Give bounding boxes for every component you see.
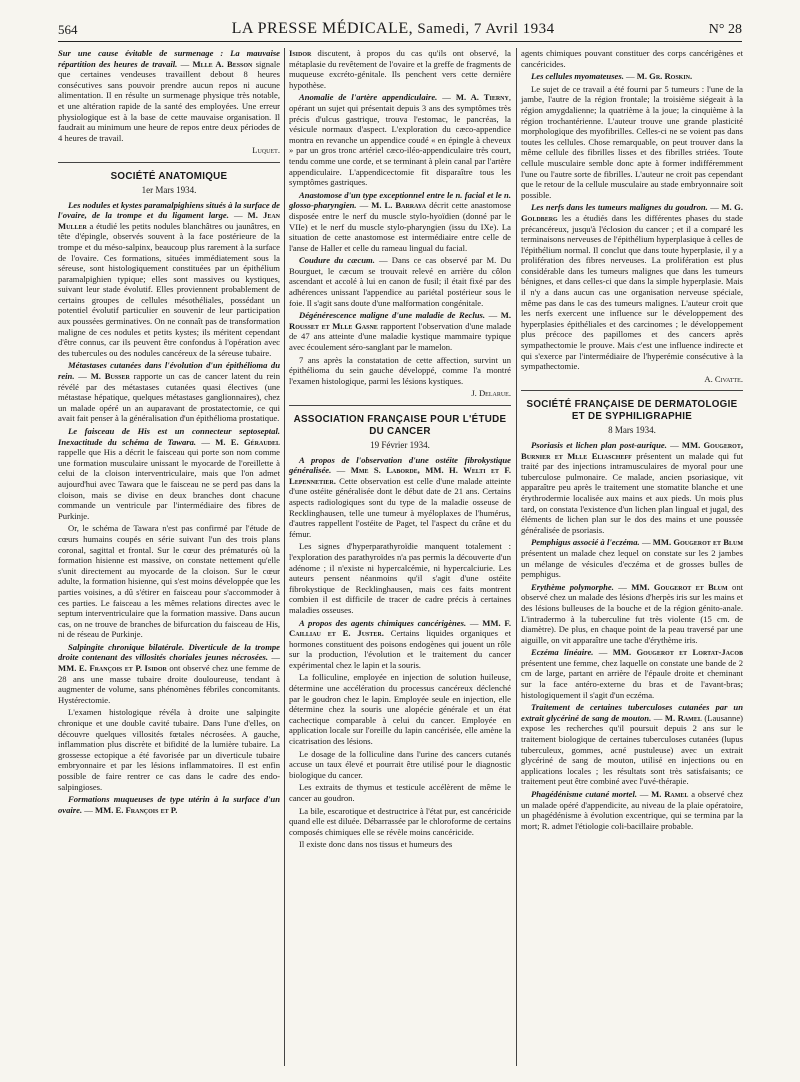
article-title: Traitement de certaines tuberculoses cutanées par un extrait glycériné de sang de mouton. bbox=[521, 702, 743, 723]
article: Le faisceau de His est un connecteur septoseptal. Inexactitude du schéma de Tawara. — M. E. Géraudel rappelle que His a décrit le faisceau qui porte son nom comme une formation musculaire unissant le myocarde de l'oreillette à celui de la cloison interventriculaire, mais que l'on admet aujourd'hui avec Tawara que le faisceau ne se perd pas dans la cloison, mais se divise en deux branches dont chacune commande un ventricule par l'intermédiaire des fibres de Purkinje. bbox=[58, 426, 280, 521]
article-text: les a étudiés dans les différentes phases du stade précancéreux, jusqu'à l'éclosion du cancer ; et il a comparé les terminaisons nerveuses de l'épithélium hyperplasique à celles de l'épithélium normal. Il conclut que dans toute hyperplasie, il y a prolifération des fibres nerveuses. La prolifération est plus considérable dans les tumeurs malignes que dans les tumeurs bénignes, et dans celles-ci que dans la simple hyperplasie. Mais il n'y a dans aucun cas une organisation nerveuse spéciale, même pas dans le cas des tumeurs malignes. L'auteur croit que les nerfs exercent une influence sur le développement des hyperplasies épithéliales et des carcinomes ; le développement plus précoce des papillomes et des cancers après sympathectomie le prouve. Mais c'est une influence indirecte et qui s'exerce par l'intermédiaire de l'hyperémie consécutive à la sympathectomie. bbox=[521, 212, 743, 372]
article: Les cellules myomateuses. — M. Gr. Roskin. bbox=[531, 71, 693, 82]
issue-date: Samedi, 7 Avril 1934 bbox=[417, 21, 555, 37]
article-text: rappelle que His a décrit le faisceau qui porte son nom comme une formation musculaire unissant le myocarde de l'oreillette à celui de la cloison interventriculaire, mais que l'on admet aujourd'hui avec Tawara que le faisceau ne se perd pas dans la cloison, mais se divise en deux branches dont chacune commande un ventricule par l'intermédiaire des fibres de Purkinje. bbox=[58, 447, 280, 521]
article-paragraph: Les extraits de thymus et testicule accélèrent de même le cancer au goudron. bbox=[289, 782, 511, 803]
article: Phagédénisme cutané mortel. — M. Ramel a observé chez un malade opéré d'appendicite, au niveau de la plaie opératoire, un phagédénisme à évolution excentrique, qui se termina par la mort; R. admet l'étiologie coli-bacillaire probable. bbox=[521, 789, 744, 831]
article: Erythème polymorphe. — MM. Gougerot et Blum ont observé chez un malade des lésions d'herpès iris sur les mains et des lésions bulleuses de la bouche et de la région génito-anale. L'intradermo à la tuberculine fut très violente (15 cm. de diamètre). De plus, en chaque point de la peau traversé par une aiguille, on vit apparaître une tache d'érythème iris. bbox=[521, 581, 744, 645]
article: Traitement de certaines tuberculoses cutanées par un extrait glycériné de sang de mouton. — M. Ramel (Lausanne) expose les recherches qu'il poursuit depuis 2 ans sur le traitement biologique de certaines tuberculoses cutanées (lupus tuberculeux, gommes, acné pustuleuse) avec un extrait glycériné de sang de mouton, utilisé en injections ou en applications locales ; les résultats sont très satisfaisants; ce traitement peut être combiné avec l'uvé-thérapie. bbox=[521, 702, 743, 787]
article-author: MM. E. François et P. bbox=[95, 804, 178, 815]
article-continued bbox=[289, 48, 511, 90]
article: Salpingite chronique bilatérale. Diverticule de la trompe droite contenant des villosités choriales jeunes nécrosées. — MM. E. François et P. Isidor ont observé chez une femme de 28 ans une masse tubaire droite douloureuse, tendant à augmenter de volume, sans phénomènes fébriles concomitants. Hystérectomie. bbox=[58, 641, 280, 705]
article-author: M. E. Géraudel bbox=[215, 436, 280, 447]
section-divider bbox=[58, 162, 280, 163]
article-author: M. Rousset et Mlle Gasne bbox=[289, 310, 511, 331]
article-title: Psoriasis et lichen plan post-aurique. bbox=[531, 440, 667, 450]
article-author: M. G. Goldberg bbox=[521, 202, 744, 223]
article-title: Les nodules et kystes paramalpighiens situés à la surface de l'ovaire, de la trompe et du ligament large. bbox=[58, 199, 280, 221]
article-author: Mlle A. Besson bbox=[192, 58, 253, 69]
article-text: rapporte un cas de cancer latent du rein révélé par des métastases cutanées quasi électives (une métastase hépatique, quelques métastases ganglionnaires), chez un malade opéré un an auparavant de prostatectomie, ce qui avait fait penser à la généralisation d'un épithélioma prostatique. bbox=[58, 371, 281, 424]
author-location: (Lausanne) bbox=[704, 712, 743, 723]
article-title: Coudure du cæcum. bbox=[299, 255, 375, 266]
article-text: opérant un sujet qui présentait depuis 3 ans des symptômes très précis d'ulcus gastrique, trouva l'estomac, le pancréas, la vésicule normaux d'aspect. L'exploration du cæco-appendice montra en revanche un appendice coudé « en épingle à cheveux » par un gros tronc artériel cæco-iléo-appendiculaire très court, tendu comme une corde, et se terminant à plein canal par l'artère appendiculaire. L'appendicectomie fit disparaître tous les symptômes gastriques. bbox=[289, 102, 511, 188]
article-text: présentent un malade qui fut traité par des injections intramusculaires de myoral pour une tuberculose pulmonaire. Ce malade, ancien psoriasique, vit apparaître peu après le traitement une stomatite blanche et une érythrodermie localisée aux mains et aux pieds. Un mois plus tard, on constata l'existence d'un lichen plan lingual et jugal, des éléments de lichen plan sur le dos des mains et une poussée généralisée de psoriasis. bbox=[521, 450, 744, 535]
article-author: Mme S. Laborde, MM. H. Welti et F. Lepennetier. bbox=[289, 465, 511, 486]
article-text: Cette observation est celle d'une malade atteinte d'une ostéite généralisée dont le début date de 21 ans. Certains aspects radiologiques sont du type de la maladie osseuse de Recklinghausen, telle une tumeur à myéloplaxes de l'humérus, d'autres rappellent l'ostéite de Paget, tel l'aspect du crâne et du fémur. bbox=[289, 475, 511, 539]
article-author: Isidor bbox=[289, 48, 312, 58]
column-left bbox=[58, 48, 280, 817]
article: Pemphigus associé à l'eczéma. — MM. Gougerot et Blum présentent un malade chez lequel on constate sur les 2 jambes un mélange de vésicules d'eczéma et de grosses bulles de pemphigus. bbox=[521, 537, 744, 580]
article: Dégénérescence maligne d'une maladie de Reclus. — M. Rousset et Mlle Gasne rapportent l'observation d'une malade de 47 ans atteinte d'une maladie kystique mammaire typique avec écoulement séro-sanglant par le mamelon. bbox=[289, 310, 512, 353]
article-text: rapportent l'observation d'une malade de 47 ans atteinte d'une maladie kystique mammaire typique avec écoulement séro-sanglant par le mamelon. bbox=[289, 320, 512, 353]
issue-number: N° 28 bbox=[708, 22, 742, 37]
article-title: Formations muqueuses de type utérin à la surface d'un ovaire. bbox=[58, 794, 280, 815]
article-text: discutent, à propos du cas qu'ils ont observé, la métaplasie du revêtement de l'ovaire et la greffe de fragments de muqueuse excréto-génitale. Ils penchent vers cette dernière hypothèse. bbox=[289, 48, 511, 90]
article-text: signale que certaines vendeuses travaillent debout 8 heures consécutives sans pouvoir prendre aucun repos ni aucune alimentation. Il en résulte un surmenage physique très notable, et une altération rapide de la santé des employées. Une erreur physiologique est à la base de cette mauvaise organisation. Il faudrait au minimum une heure de repos entre deux périodes de 4 heures de travail. bbox=[58, 58, 281, 143]
article-text: présentent un malade chez lequel on constate sur les 2 jambes un mélange de vésicules d'eczéma et de grosses bulles de pemphigus. bbox=[521, 547, 743, 580]
page-header bbox=[58, 16, 742, 42]
article-author: M. Ramel bbox=[651, 789, 689, 799]
article-paragraph: Le sujet de ce travail a été fourni par 5 tumeurs : l'une de la jambe, l'autre de la région frontale; la troisième siégeait à la région amygdalienne; la quatrième à la joue; la cinquième à la région trochantérienne. L'auteur trouve une grande plasticité morphologique des myofibrilles. Celles-ci ne se voient pas dans toutes les cellules. Chose remarquable, on peut trouver dans la même cellule des fibrilles lisses et des fibrilles striées. Toute cellule musculaire semble donc apte à former indifféremment l'une ou l'autre sorte de fibrilles. L'auteur ne croit pas cependant que le retour de la cellule musculaire au stade embryonnaire soit possible. bbox=[521, 83, 743, 200]
column-middle bbox=[289, 48, 511, 852]
article: Coudure du cæcum. — Dans ce cas observé par M. Du Bourguet, le cæcum se trouvait relevé en arrière du côlon ascendant et accolé à lui en canon de fusil; il était fixé par des adhérences unissant l'appendice au pariétal postérieur sous le foie. Il s'agit sans doute d'une malformation congénitale. bbox=[289, 255, 511, 308]
section-date: 1er Mars 1934. bbox=[141, 184, 197, 195]
article-paragraph: L'examen histologique révéla à droite une salpingite chronique et une double cavité tubaire. Dans l'une d'elles, on découvre quelques villosités fœtales nécrosées. A gauche, inflammation plus discrète et bifidité de la lumière tubaire. La grossesse ectopique a été favorisée par un diverticule tubaire embryonnaire et par les lésions inflammatoires. Il est enfin possible de faire rentrer ce cas dans le cadre des endo-salpingioses. bbox=[58, 707, 280, 792]
article-paragraph: Or, le schéma de Tawara n'est pas confirmé par l'étude de cœurs humains coupés en série suivant l'un des trois plans coronal, sagittal et frontal. Sur le cœur des prématurés où la formation hisienne est massive, on constate nettement qu'elle s'unit directement au myocarde de la cloison. Sur le cœur adulte, la formation hisienne, qui s'est moins développée que les parties voisines, a dû s'étirer en faisceau pour s'accommoder à ces parties. Le faisceau a les mêmes relations directes avec le septum interventriculaire que la formation massive. Dans aucun cas, on ne trouve de branches de bifurcation du faisceau de His, ni de réseau de Purkinje. bbox=[58, 523, 280, 640]
article-title: Dégénérescence maligne d'une maladie de Reclus. bbox=[299, 310, 486, 321]
journal-title: LA PRESSE MÉDICALE, bbox=[231, 20, 414, 37]
article: Formations muqueuses de type utérin à la surface d'un ovaire. — MM. E. François et P. bbox=[58, 794, 280, 815]
article-author: M. Gr. Roskin. bbox=[636, 71, 693, 82]
article-author: M. Ramel bbox=[664, 712, 702, 723]
article: Anomalie de l'artère appendiculaire. — M. A. Tierny, opérant un sujet qui présentait depuis 3 ans des symptômes très précis d'ulcus gastrique, trouva l'estomac, le pancréas, la vésicule normaux d'aspect. L'exploration du cæco-appendice montra en revanche un appendice coudé « en épingle à cheveux » par un gros tronc artériel cæco-iléo-appendiculaire très court, tendu comme une corde, et se terminant à plein canal par l'artère appendiculaire. L'appendicectomie fit disparaître tous les symptômes gastriques. bbox=[289, 92, 511, 188]
column-right bbox=[521, 48, 743, 833]
article-text: a observé chez un malade opéré d'appendicite, au niveau de la plaie opératoire, un phagédénisme à évolution excentrique, qui se termina par la mort; R. admet l'étiologie coli-bacillaire probable. bbox=[521, 789, 744, 831]
article-text: ont observé chez une femme de 28 ans une masse tubaire droite douloureuse, tendant à augmenter de volume, sans phénomènes fébriles concomitants. Hystérectomie. bbox=[58, 663, 280, 705]
article-paragraph: Le dosage de la folliculine dans l'urine des cancers cutanés accuse un taux élevé et pourrait être utilisé pour le diagnostic biologique du cancer. bbox=[289, 748, 511, 780]
section-divider bbox=[289, 405, 511, 406]
article-title: Anomalie de l'artère appendiculaire. bbox=[299, 92, 438, 103]
article-title: Salpingite chronique bilatérale. Diverticule de la trompe droite contenant des villosités choriales jeunes nécrosées. bbox=[58, 641, 280, 663]
article-author: M. Jean Muller bbox=[58, 210, 281, 231]
article-paragraph: Les signes d'hyperparathyroïdie manquent totalement : l'exploration des parathyroïdes n'a pas permis la découverte d'un adénome ; il n'existe ni hypercalcémie, ni hypercalciurie. Les auteurs pensent néanmoins qu'il s'agit d'une ostéite fibrokystique de Recklinghausen, mais ces faits montrent combien il est difficile de tracer de cadre précis à certaines maladies osseuses. bbox=[289, 541, 511, 615]
journal-masthead bbox=[232, 20, 555, 38]
article: A propos des agents chimiques cancérigènes. — MM. F. Cailliau et E. Juster. Certains liquides organiques et hormones constituent des poisons endogènes qui jouent un rôle sur la production, l'évolution et le traitement du cancer expérimental chez le lapin et la souris. bbox=[289, 617, 511, 670]
signature: A. Civatte. bbox=[704, 373, 743, 384]
article-title: Les nerfs dans les tumeurs malignes du goudron. bbox=[531, 202, 708, 213]
article-text: Dans ce cas observé par M. Du Bourguet, le cæcum se trouvait relevé en arrière du côlon ascendant et accolé à lui en canon de fusil; il était fixé par des adhérences unissant l'appendice au pariétal postérieur sous le foie. Il s'agit sans doute d'une malformation congénitale. bbox=[289, 255, 511, 308]
article-paragraph: Il existe donc dans nos tissus et humeurs des bbox=[299, 839, 453, 850]
section-title bbox=[521, 399, 743, 423]
section-date: 19 Février 1934. bbox=[370, 440, 430, 450]
article-author: MM. Gougerot, Burnier et Mlle Eliascheff bbox=[521, 440, 744, 461]
article-author: MM. Gougerot et Lortat-Jacob bbox=[612, 647, 744, 658]
article-title: Sur une cause évitable de surmenage : La mauvaise répartition des heures de travail. bbox=[58, 48, 280, 69]
article-title: A propos de l'observation d'une ostéite fibrokystique généralisée. bbox=[289, 454, 511, 476]
article-title: Pemphigus associé à l'eczéma. bbox=[531, 537, 640, 548]
signature: J. Delarue. bbox=[471, 388, 511, 399]
article-text: Certains liquides organiques et hormones constituent des poisons endogènes qui jouent un rôle sur la production, l'évolution et le traitement du cancer expérimental chez le lapin et la souris. bbox=[289, 628, 511, 670]
section-title-line: ET DE SYPHILIGRAPHIE bbox=[571, 411, 693, 423]
article: A propos de l'observation d'une ostéite fibrokystique généralisée. — Mme S. Laborde, MM. H. Welti et F. Lepennetier. Cette observation est celle d'une malade atteinte d'une ostéite généralisée dont le début date de 21 ans. Certains aspects radiologiques sont du type de la maladie osseuse de Recklinghausen, telle une tumeur à myéloplaxes de l'humérus, d'autres rappellent l'ostéite de Paget, tel l'aspect du crâne et du fémur. bbox=[289, 454, 511, 539]
section-title: SOCIÉTÉ ANATOMIQUE bbox=[110, 170, 228, 182]
article-title: A propos des agents chimiques cancérigènes. bbox=[299, 617, 467, 628]
article-author: MM. Gougerot et Blum bbox=[631, 581, 728, 592]
section-divider bbox=[521, 390, 743, 391]
article-author: M. L. Barraya bbox=[371, 200, 427, 211]
article: Les nodules et kystes paramalpighiens situés à la surface de l'ovaire, de la trompe et du ligament large. — M. Jean Muller a étudié les petits nodules blanchâtres ou jaunâtres, en tête d'épingle, observés souvent à la face postérieure de la trompe et du méso-salpinx, beaucoup plus rarement à la surface de l'ovaire. Ces formations, situées immédiatement sous la séreuse, sont histologiquement constituées par un épithélium paramalpighien typique; elles sont massives ou kystiques, suivant leur stade évolutif. Elles proviennent probablement de certains groupes de cellules mésothéliales, possédant un potentiel évolutif particulier en souvenir de leur participation aux poussées germinatives. On ne connaît pas de transformation maligne de ces nodules et petits kystes; ils méritent cependant d'être connus, car ils peuvent être confondus à l'opération avec des tubercules ou des nodules cancéreux de la séreuse tubaire. bbox=[58, 199, 281, 358]
article-paragraph: 7 ans après la constatation de cette affection, survint un épithélioma du sein gauche développé, comme l'a montré l'examen histologique, parmi les lésions kystiques. bbox=[289, 354, 511, 386]
article: Anastomose d'un type exceptionnel entre le n. facial et le n. glosso-pharyngien. — M. L. Barraya décrit cette anastomose disposée entre le nerf du muscle stylo-hyoïdien (donné par le VIIe) et le nerf du muscle stylo-pharyngien (issu du IXe). La situation de cette anastomose est intermédiaire entre celle de l'anse de Haller et celle du rameau lingual du facial. bbox=[289, 189, 511, 253]
article: Sur une cause évitable de surmenage : La mauvaise répartition des heures de travail. — Mlle A. Besson signale que certaines vendeuses travaillent debout 8 heures consécutives sans pouvoir prendre aucun repos ni aucune alimentation. Il en résulte un surmenage physique très notable, et une altération rapide de la santé des employées. Une erreur physiologique est à la base de cette mauvaise organisation. Il faudrait au minimum une heure de repos entre deux périodes de 4 heures de travail. bbox=[58, 48, 281, 143]
article-author: MM. F. Cailliau et E. Juster. bbox=[289, 617, 511, 639]
article-title: Métastases cutanées dans l'évolution d'un épithélioma du rein. bbox=[58, 360, 280, 382]
article-title: Erythème polymorphe. bbox=[531, 581, 614, 592]
article: Métastases cutanées dans l'évolution d'un épithélioma du rein. — M. Busser rapporte un cas de cancer latent du rein révélé par des métastases cutanées quasi électives (une métastase hépatique, quelques métastases ganglionnaires), chez un malade opéré un an auparavant de prostatectomie, ce qui avait fait penser à la généralisation d'un épithélioma prostatique. bbox=[58, 360, 281, 424]
section-date: 8 Mars 1934. bbox=[608, 425, 656, 436]
article-title: Les cellules myomateuses. bbox=[531, 71, 624, 82]
article-author: M. Busser bbox=[90, 371, 130, 382]
article: Psoriasis et lichen plan post-aurique. — MM. Gougerot, Burnier et Mlle Eliascheff présentent un malade qui fut traité par des injections intramusculaires de myoral pour une tuberculose pulmonaire. Ce malade, ancien psoriasique, vit apparaître peu après le traitement une stomatite blanche et une érythrodermie localisée aux mains et aux pieds. Un mois plus tard, on constata l'existence d'un lichen plan lingual et jugal, des éléments de lichen plan sur le dos des mains et une poussée généralisée de psoriasis. bbox=[521, 440, 744, 535]
article-author: MM. Gougerot et Blum bbox=[652, 537, 744, 548]
article: Eczéma linéaire. — MM. Gougerot et Lortat-Jacob présentent une femme, chez laquelle on constate une bande de 2 cm de large, partant en arrière de l'épaule droite et cheminant sur la face antéro-externe du bras et de l'avant-bras; histologiquement il s'agit d'un eczéma. bbox=[521, 647, 744, 700]
article-text: ont observé chez un malade des lésions d'herpès iris sur les mains et des lésions bulleuses de la bouche et de la région génito-anale. L'intradermo à la tuberculine fut très violente (15 cm. de diamètre). De plus, en chaque point de la peau traversé par une aiguille, on vit apparaître une tache d'érythème iris. bbox=[521, 581, 744, 645]
article-paragraph: La folliculine, employée en injection de solution huileuse, détermine une accélération du processus cancéreux déclenché par le goudron chez le lapin. Employée seule en injection, elle détermine chez la souris une alopécie générale et un état cachectique comparable à celui du cancer. Employée en application locale sur l'oreille du lapin cancérisée, elle amène la cicatrisation des lésions. bbox=[289, 672, 511, 747]
article: Les nerfs dans les tumeurs malignes du goudron. — M. G. Goldberg les a étudiés dans les différentes phases du stade précancéreux, jusqu'à l'éclosion du cancer ; et il a comparé les terminaisons nerveuses de l'épithélium hyperplasique à celles de l'épithélium normal. Il conclut que dans toute hyperplasie, il y a prolifération des fibres nerveuses. La prolifération est plus considérable dans les tumeurs malignes que dans les tumeurs bénignes, et dans celles-ci que dans la simple hyperplasie. Mais il n'y a dans aucun cas une organisation nerveuse spéciale, même pas dans le cas des tumeurs malignes. L'auteur croit que les nerfs exercent une influence sur le développement des hyperplasies épithéliales et des carcinomes ; le développement plus précoce des papillomes et des cancers après sympathectomie le prouve. Mais c'est une influence indirecte et qui s'exerce par l'intermédiaire de l'hyperémie consécutive à la sympathectomie. bbox=[521, 202, 744, 372]
article-title: Eczéma linéaire. bbox=[531, 647, 594, 658]
article-paragraph: agents chimiques pouvant constituer des corps cancérigènes et cancéricides. bbox=[521, 48, 743, 69]
column-divider bbox=[284, 48, 285, 1066]
article-title: Le faisceau de His est un connecteur septoseptal. Inexactitude du schéma de Tawara. bbox=[58, 426, 280, 447]
article-author: MM. E. François et P. Isidor bbox=[58, 663, 167, 674]
article-text: présentent une femme, chez laquelle on constate une bande de 2 cm de large, partant en arrière de l'épaule droite et cheminant sur la face antéro-externe du bras et de l'avant-bras; histologiquement il s'agit d'un eczéma. bbox=[521, 657, 743, 700]
article-text: a étudié les petits nodules blanchâtres ou jaunâtres, en tête d'épingle, observés souvent à la face postérieure de la trompe et du méso-salpinx, beaucoup plus rarement à la surface de l'ovaire. Ces formations, situées immédiatement sous la séreuse, sont histologiquement constituées par un épithélium paramalpighien typique; elles sont massives ou kystiques, suivant leur stade évolutif. Elles proviennent probablement de certains groupes de cellules mésothéliales, possédant un potentiel évolutif particulier en souvenir de leur participation aux poussées germinatives. On ne connaît pas de transformation maligne de ces nodules et petits kystes; ils méritent cependant d'être connus, car ils peuvent être confondus à l'opération avec des tubercules ou des nodules cancéreux de la séreuse tubaire. bbox=[58, 220, 280, 358]
article-paragraph: La bile, escarotique et destructrice à l'état pur, est cancéricide quand elle est diluée. Débarrassée par le chloroforme de certains composés chimiques elle se révèle moins cancéricide. bbox=[289, 805, 511, 837]
article-text: expose les recherches qu'il poursuit depuis 2 ans sur le traitement biologique de certaines tuberculoses cutanées (lupus tuberculeux, gommes, acné pustuleuse) avec un extrait glycériné de sang de mouton, utilisé en injections ou en applications locales ; les résultats sont très satisfaisants; ce traitement peut être combiné avec l'uvé-thérapie. bbox=[521, 723, 743, 787]
article-title: Anastomose d'un type exceptionnel entre le n. facial et le n. glosso-pharyngien. bbox=[289, 189, 511, 211]
article-title: Phagédénisme cutané mortel. bbox=[531, 789, 638, 799]
signature: Luquet. bbox=[252, 145, 280, 156]
column-divider bbox=[516, 48, 517, 1066]
page-number: 564 bbox=[58, 22, 78, 37]
article-author: M. A. Tierny bbox=[455, 92, 509, 103]
section-title-line: SOCIÉTÉ FRANÇAISE DE DERMATOLOGIE bbox=[526, 399, 738, 411]
article-text: décrit cette anastomose disposée entre le nerf du muscle stylo-hyoïdien (donné par le VIIe) et le nerf du muscle stylo-pharyngien (issu du IXe). La situation de cette anastomose est intermédiaire entre celle de l'anse de Haller et celle du rameau lingual du facial. bbox=[289, 200, 511, 253]
section-title: ASSOCIATION FRANÇAISE POUR L'ÉTUDE DU CANCER bbox=[293, 414, 507, 437]
